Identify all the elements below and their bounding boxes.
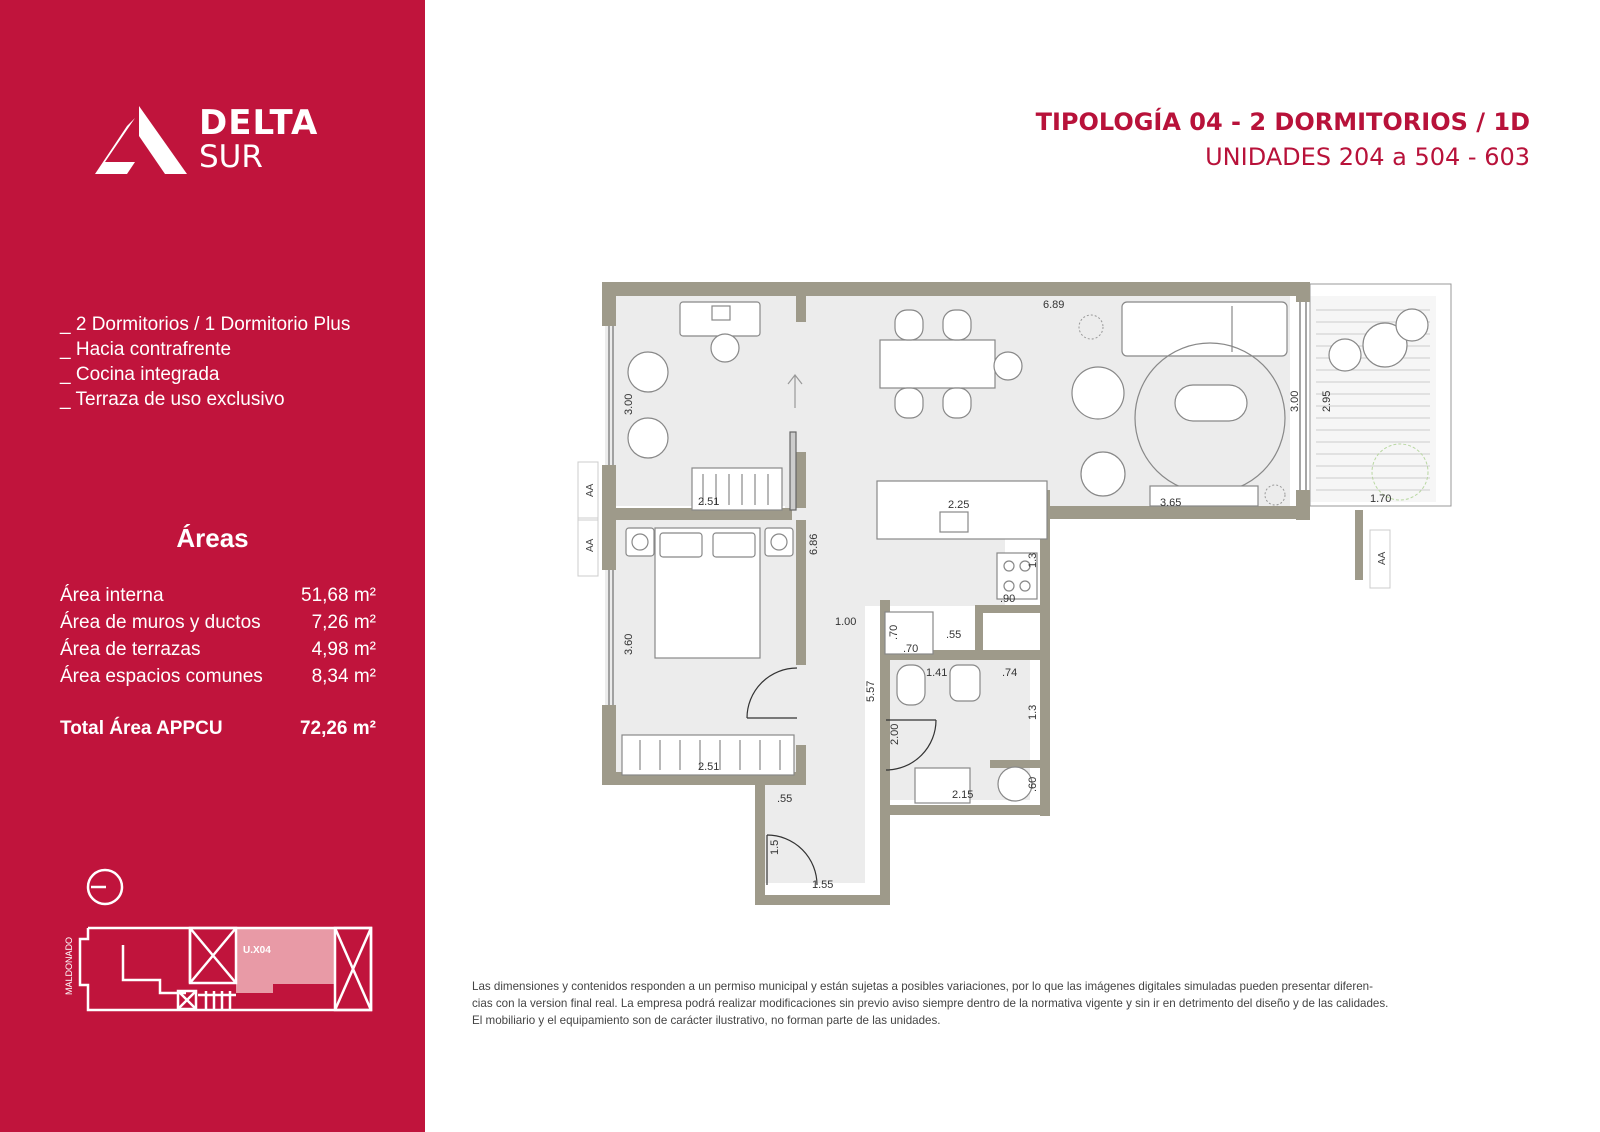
section-mark-label: AA <box>1377 551 1388 565</box>
dimension-label: 1.70 <box>1370 493 1392 505</box>
area-value: 51,68 m² <box>301 585 376 606</box>
area-label: Área interna <box>60 585 164 606</box>
area-value: 8,34 m² <box>311 666 376 687</box>
dimension-label: 1.5 <box>769 839 781 855</box>
key-plan <box>58 925 383 1037</box>
unit-label: U.X04 <box>243 945 271 956</box>
dimension-label: 2.25 <box>948 499 970 511</box>
dimension-label: 1.41 <box>926 667 948 679</box>
area-value: 4,98 m² <box>311 639 376 660</box>
dimension-label: 1.3 <box>1027 552 1039 568</box>
dimension-label: 2.15 <box>952 789 974 801</box>
delta-logo-icon <box>95 106 187 176</box>
dimension-label: 3.65 <box>1160 497 1182 509</box>
section-mark-label: AA <box>585 538 596 552</box>
dimension-label: 1.55 <box>812 879 834 891</box>
area-row <box>60 636 376 663</box>
dimension-label: .90 <box>1000 593 1016 605</box>
typology-heading <box>1036 106 1530 176</box>
disclaimer <box>472 978 1532 1029</box>
dimension-label: .55 <box>777 793 793 805</box>
dimension-label: 2.51 <box>698 761 720 773</box>
dimension-label: 3.00 <box>1289 390 1301 412</box>
dimension-label: .70 <box>888 624 900 640</box>
dimension-label: 2.51 <box>698 496 720 508</box>
area-label: Área espacios comunes <box>60 666 263 687</box>
disclaimer-line: El mobiliario y el equipamiento son de carácter ilustrativo, no forman parte de las unidades. <box>472 1014 941 1027</box>
dimension-label: 2.00 <box>889 723 901 745</box>
logo-wordmark <box>199 103 319 175</box>
street-label: MALDONADO <box>64 936 74 995</box>
area-total-row <box>60 715 376 742</box>
typology-title: TIPOLOGÍA 04 - 2 DORMITORIOS / 1D <box>1035 108 1530 136</box>
dimension-label: .60 <box>1027 776 1039 792</box>
toilet <box>897 665 925 705</box>
delta-sur-logo <box>95 103 325 186</box>
sofa <box>1122 302 1287 356</box>
dimension-label: 1.00 <box>835 616 857 628</box>
dimension-label: 6.89 <box>1043 299 1065 311</box>
disclaimer-line: cias con la version final real. La empresa podrá realizar modificaciones sin previo aviso siempre dentro de la normativa vigente y sin ir en detrimento del diseño y de las calidades. <box>472 997 1389 1010</box>
logo-delta-text: DELTA <box>199 103 319 143</box>
feature-item: _ 2 Dormitorios / 1 Dormitorio Plus <box>60 314 351 335</box>
compass-icon <box>85 867 125 907</box>
disclaimer-line: Las dimensiones y contenidos responden a un permiso municipal y están sujetas a posibles variaciones, por lo que las imágenes digitales simuladas pueden presentar diferen- <box>472 980 1373 993</box>
feature-item: _ Cocina integrada <box>60 364 220 385</box>
area-value: 7,26 m² <box>311 612 376 633</box>
area-row <box>60 663 376 690</box>
dimension-label: .74 <box>1002 667 1018 679</box>
area-row <box>60 609 376 636</box>
features-list <box>60 312 350 412</box>
dimension-label: 3.00 <box>623 393 635 415</box>
logo-sur-text: SUR <box>199 139 263 175</box>
sink <box>950 665 980 701</box>
dimension-label: 3.60 <box>623 633 635 655</box>
dimension-label: 6.86 <box>808 533 820 555</box>
section-mark-label: AA <box>585 483 596 497</box>
dimension-label: 1.3 <box>1027 704 1039 720</box>
sidebar <box>0 0 425 1132</box>
area-total-label: Total Área APPCU <box>60 718 223 739</box>
feature-item: _ Terraza de uso exclusivo <box>60 389 285 410</box>
dimension-label: 2.95 <box>1321 390 1333 412</box>
areas-title: Áreas <box>176 523 249 553</box>
area-label: Área de muros y ductos <box>60 612 261 633</box>
units-subtitle: UNIDADES 204 a 504 - 603 <box>1205 143 1530 171</box>
feature-item: _ Hacia contrafrente <box>60 339 232 360</box>
floor-plan <box>565 270 1470 930</box>
area-label: Área de terrazas <box>60 639 201 660</box>
dining-table <box>880 340 995 388</box>
dimension-label: .55 <box>946 629 962 641</box>
areas-table <box>60 582 376 742</box>
area-row <box>60 582 376 609</box>
area-total-value: 72,26 m² <box>299 718 376 739</box>
dimension-label: .70 <box>903 643 919 655</box>
dimension-label: 5.57 <box>865 680 877 702</box>
